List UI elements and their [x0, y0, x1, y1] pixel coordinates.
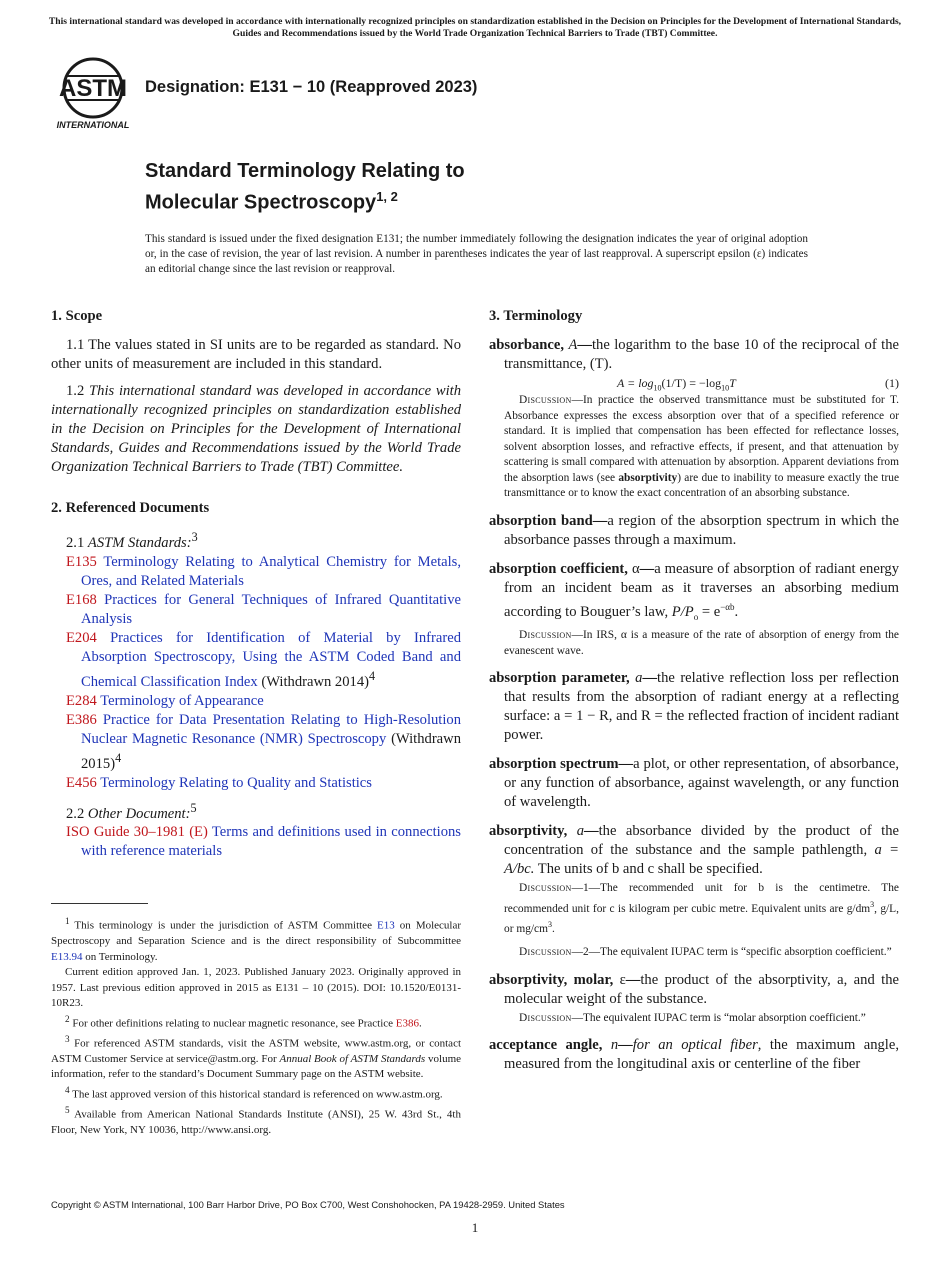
ref-e386[interactable]: E386 Practice for Data Presentation Relating to High-Resolution Nuclear Magnetic Resonance (NMR) Spectroscopy (Withdrawn 2015)$^4$: [66, 711, 461, 772]
term-absorption-spectrum: absorption spectrum—a plot, or other representation, of absorbance, or any function of absorbance, against wavelength, or any function of wavelength.: [489, 756, 899, 811]
footnotes: [51, 914, 461, 1139]
ref-e456[interactable]: E456 Terminology Relating to Quality and Statistics: [66, 774, 372, 791]
discussion-absorptivity-molar: Discussion—The equivalent IUPAC term is “molar absorption coefficient.”: [519, 1011, 866, 1024]
footnote-divider: [51, 903, 148, 904]
footnote-1: $^1$ This terminology is under the jurisdiction of ASTM Committee E13 on Molecular Spectroscopy and Separation Science and is the direct responsibility of Subcommittee E13.94 on Terminology.: [51, 916, 462, 963]
title-line-1: Standard Terminology Relating to: [145, 160, 465, 182]
term-acceptance-angle: acceptance angle, n—for an optical fiber, the maximum angle, measured from the longitudinal axis or centerline of the fiber: [489, 1037, 899, 1073]
designation: Designation: E131 − 10 (Reapproved 2023): [145, 78, 478, 96]
refdocs-heading: 2. Referenced Documents: [51, 500, 210, 516]
tbt-banner: This international standard was developed in accordance with internationally recognized principles on standardization established in the Decision on Principles for the Development of International Standards, Guides and Recommendations issued by the World Trade Organization Technical Barriers to Trade (TBT) Committee.: [48, 16, 902, 39]
discussion-absorptivity-1: Discussion—1—The recommended unit for b is the centimetre. The recommended unit for c is kilogram per cubic metre. Equivalent units are $g/dm^3$, g/L, or $mg/cm^3$.: [504, 882, 899, 935]
scope-1-1: 1.1 The values stated in SI units are to be regarded as standard. No other units of measurement are included in this standard.: [51, 337, 461, 372]
title-footnote-ref: 1, 2: [376, 189, 398, 204]
footnote-1-edition: Current edition approved Jan. 1, 2023. Published January 2023. Originally approved in 1957. Last previous edition approved in 2015 as E131 – 10 (2015). DOI: 10.1520/E0131-10R23.: [51, 966, 461, 1010]
astm-logo: [52, 56, 134, 132]
ref-e284[interactable]: E284 Terminology of Appearance: [66, 692, 264, 709]
logo-letters: ASTM: [59, 75, 127, 102]
page-number: 1: [471, 1220, 479, 1235]
scope-1-2: 1.2 This international standard was developed in accordance with internationally recognized principles on standardization established in the Decision on Principles for the Development of International Standards, Guides and Recommendations issued by the World Trade Organization Technical Barriers to Trade (TBT) Committee.: [51, 383, 462, 475]
ref-e204[interactable]: E204 Practices for Identification of Material by Infrared Absorption Spectroscopy, Using the ASTM Coded Band and Chemical Classification Index (Withdrawn 2014)$^4$: [66, 629, 461, 690]
term-absorbance: absorbance, A—the logarithm to the base 10 of the reciprocal of the transmittance, (T).: [489, 337, 899, 372]
scope-heading: 1. Scope: [51, 308, 103, 324]
left-column: [51, 307, 461, 861]
title-line-2: Molecular Spectroscopy: [145, 191, 377, 214]
term-absorptivity: absorptivity, a—the absorbance divided by the product of the concentration of the substance and the sample pathlength, a = A/bc. The units of b and c shall be specified.: [489, 823, 900, 878]
term-absorption-coefficient: absorption coefficient, α—a measure of absorption of radiant energy from an incident beam as it traverses an absorbing medium according to Bouguer’s law, $P/P_o = e^{-\alpha b}$.: [489, 560, 900, 622]
ref-e135[interactable]: E135 Terminology Relating to Analytical Chemistry for Metals, Ores, and Related Materials: [66, 553, 461, 589]
other-document-label: 2.2 Other Document:$^5$: [66, 800, 197, 822]
link-e386[interactable]: E386: [395, 1017, 420, 1030]
footnote-2: $^2$ For other definitions relating to nuclear magnetic resonance, see Practice E386.: [65, 1013, 422, 1030]
link-e13-94[interactable]: E13.94: [51, 950, 83, 963]
term-absorption-band: absorption band—a region of the absorption spectrum in which the absorbance passes through a maximum.: [489, 512, 900, 548]
document-title: [145, 159, 465, 216]
discussion-absorptivity-2: Discussion—2—The equivalent IUPAC term is “specific absorption coefficient.”: [519, 946, 892, 959]
equation-1: $A = \log_{10}(1/T) = -\log_{10}T$ (1): [617, 376, 899, 393]
terminology-heading: 3. Terminology: [489, 308, 583, 324]
term-absorptivity-molar: absorptivity, molar, ε—the product of the absorptivity, a, and the molecular weight of the substance.: [489, 971, 899, 1007]
discussion-absorbance: Discussion—In practice the observed transmittance must be substituted for T. Absorbance expresses the excess absorption over that of a specified reference or standard. It is implied that compensation has been effected for reflectance losses, solvent absorption losses, and refractive effects, if present, and that attenuation by scattering is small compared with attenuation by absorption. Apparent deviations from the absorption laws (see absorptivity) are due to inability to measure exactly the true transmittance or to know the exact concentration of an absorbing substance.: [504, 394, 899, 499]
footnote-3: $^3$ For referenced ASTM standards, visit the ASTM website, www.astm.org, or contact ASTM Customer Service at service@astm.org. For Annual Book of ASTM Standards volume information, refer to the standard’s Document Summary page on the ASTM website.: [51, 1033, 462, 1081]
link-e13[interactable]: E13: [377, 919, 395, 932]
footnote-5: $^5$ Available from American National Standards Institute (ANSI), 25 W. 43rd St., 4th Floor, New York, NY 10036, http://www.ansi.org.: [51, 1105, 461, 1137]
ref-e168[interactable]: E168 Practices for General Techniques of Infrared Quantitative Analysis: [66, 591, 461, 627]
issuance-note: This standard is issued under the fixed designation E131; the number immediately following the designation indicates the year of original adoption or, in the case of revision, the year of last revision. A number in parentheses indicates the year of last reapproval. A superscript epsilon (ε) indicates an editorial change since the last revision or reapproval.: [145, 233, 808, 275]
discussion-absorption-coefficient: Discussion—In IRS, α is a measure of the rate of absorption of energy from the evanescent wave.: [504, 629, 899, 657]
right-column: [489, 307, 899, 1084]
logo-subtext: INTERNATIONAL: [56, 120, 130, 130]
term-absorption-parameter: absorption parameter, a—the relative reflection loss per reflection that results from the absorption of radiant energy at a reflecting surface: a = 1 − R, and R = the reflected fraction of incident radiant power.: [489, 670, 899, 744]
astm-standards-label: 2.1 ASTM Standards:$^3$: [66, 530, 198, 551]
footnote-4: $^4$ The last approved version of this historical standard is referenced on www.astm.org.: [65, 1084, 443, 1101]
ref-iso-guide-30[interactable]: ISO Guide 30–1981 (E) Terms and definitions used in connections with reference materials: [66, 824, 461, 860]
copyright-footer: Copyright © ASTM International, 100 Barr Harbor Drive, PO Box C700, West Conshohocken, PA 19428-2959. United States: [51, 1199, 565, 1210]
